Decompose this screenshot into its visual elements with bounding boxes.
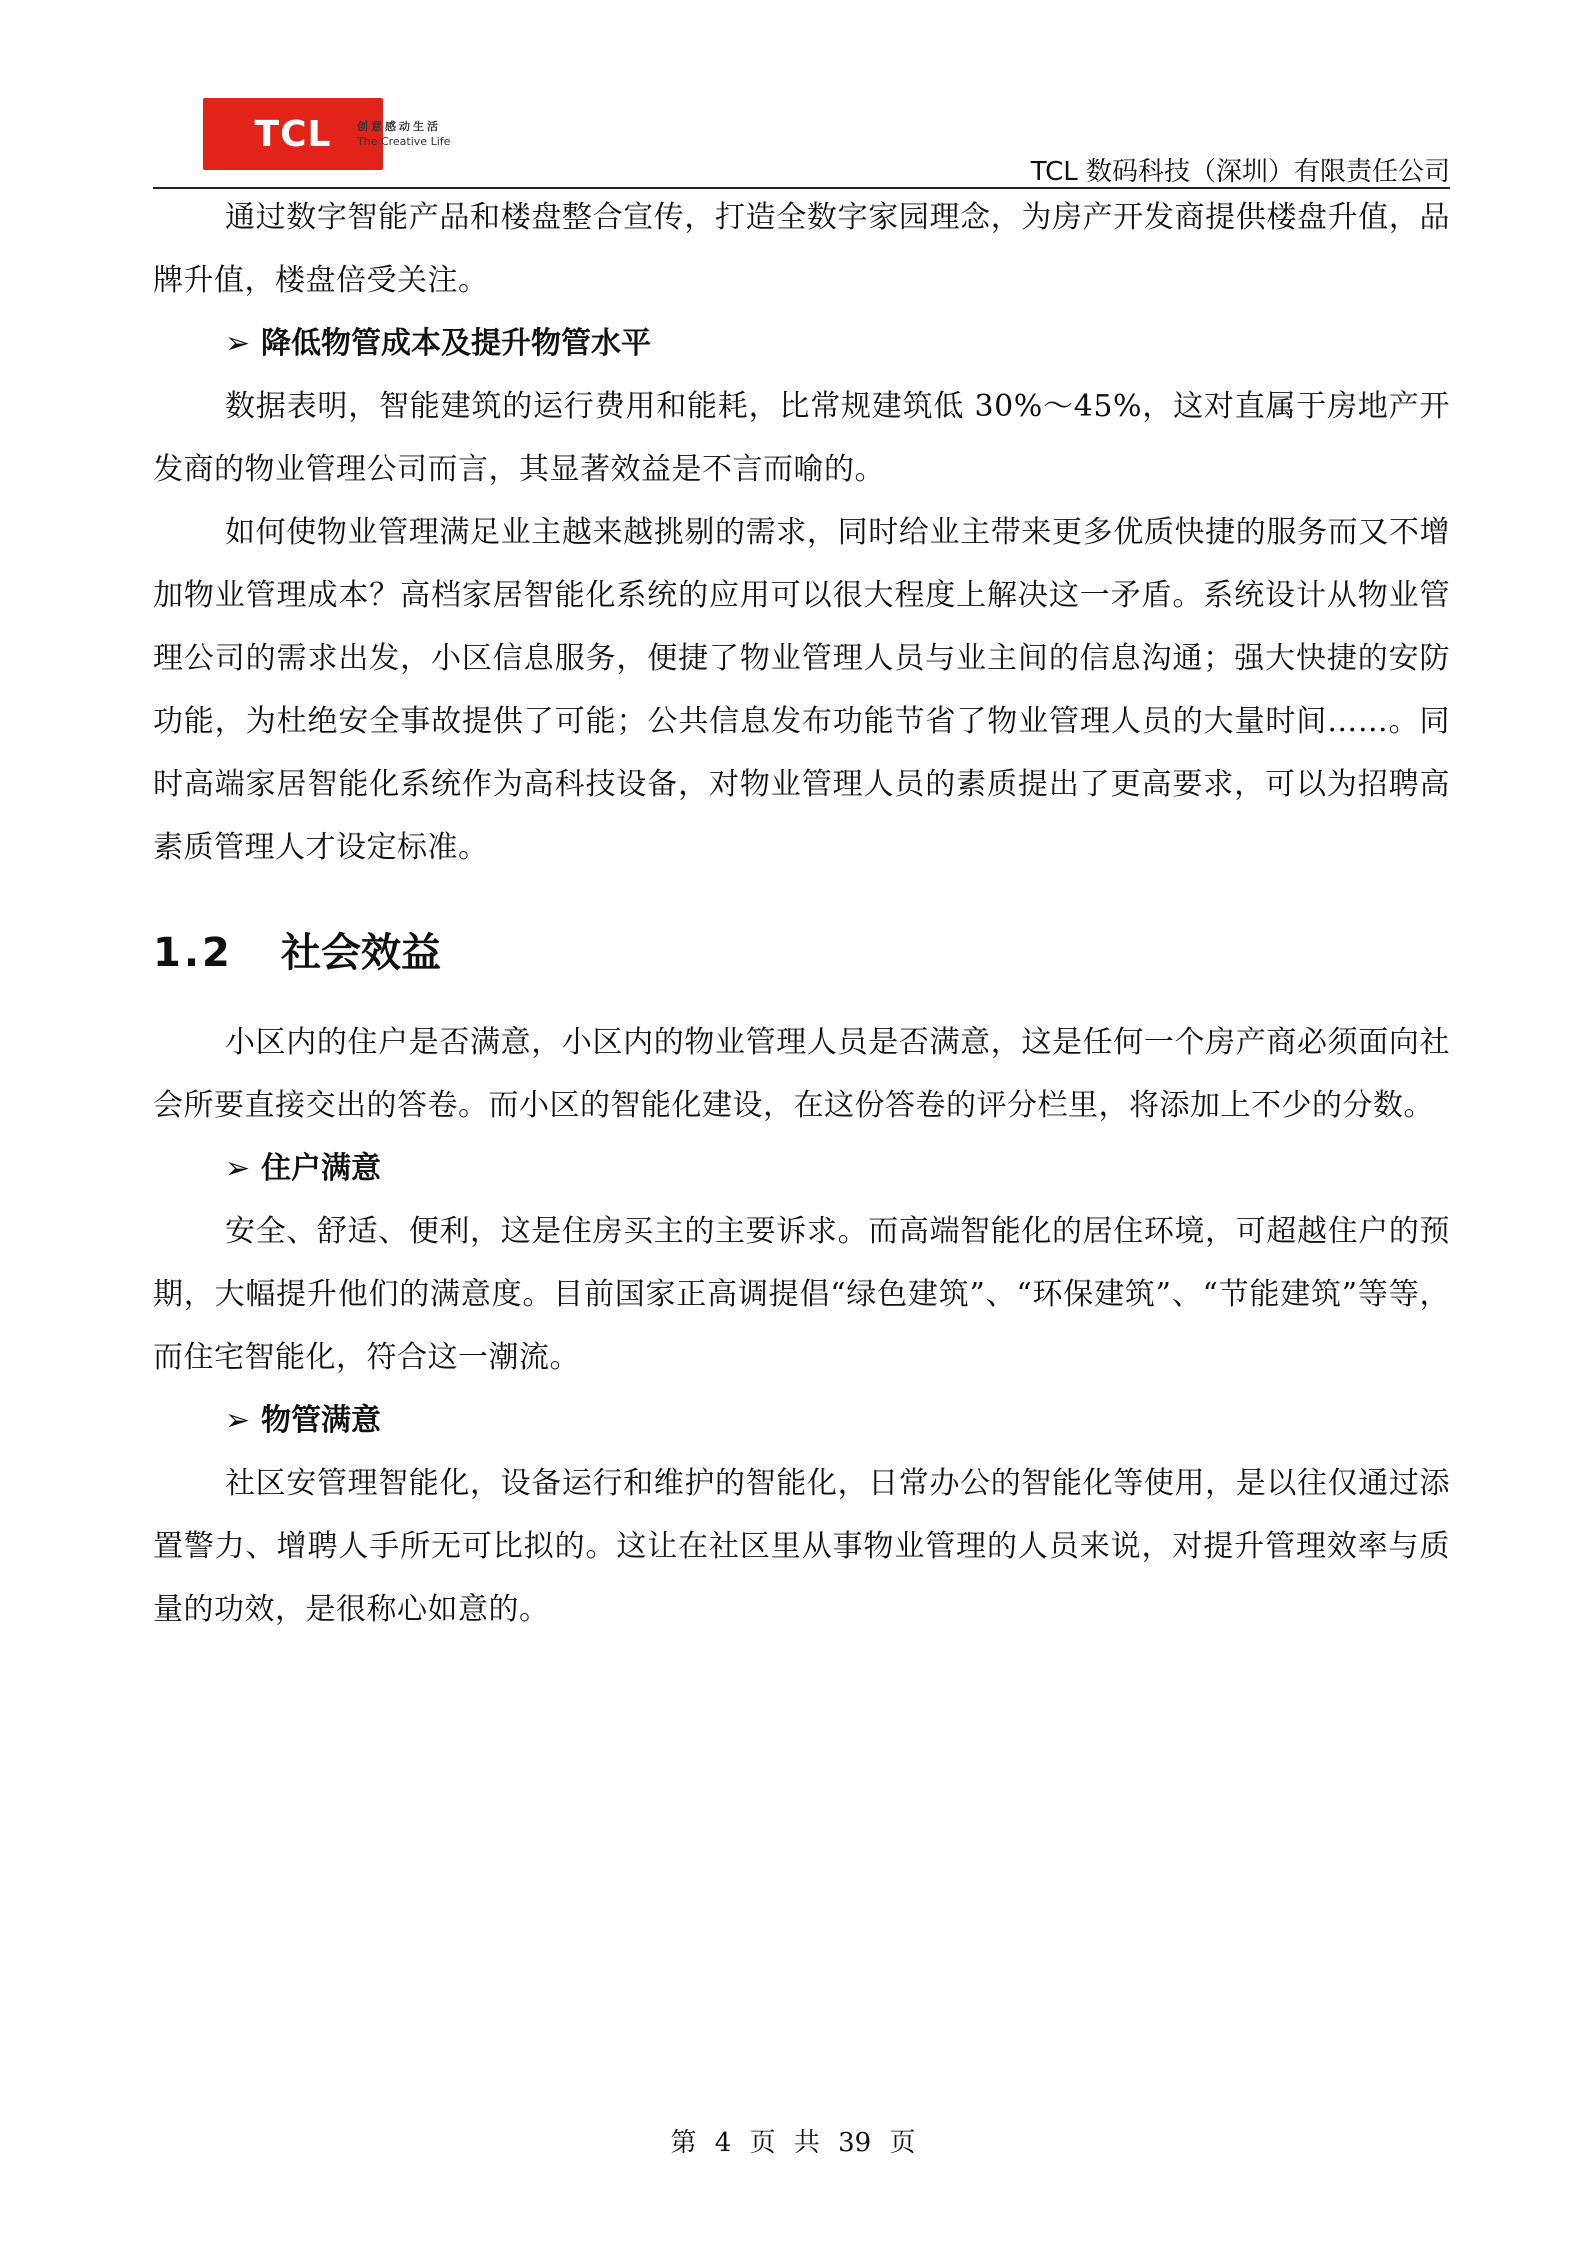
bullet-heading: [153, 1137, 1450, 1200]
page-footer: 第 4 页 共 39 页: [670, 2128, 916, 2158]
paragraph: 小区内的住户是否满意，小区内的物业管理人员是否满意，这是任何一个房产商必须面向社会所要直接交出的答卷。而小区的智能化建设，在这份答卷的评分栏里，将添加上不少的分数。: [153, 1025, 1450, 1123]
bullet-text: 住户满意: [261, 1151, 381, 1186]
slogan-cn: 创意感动生活: [357, 120, 441, 133]
arrow-bullet-icon: ➢: [225, 326, 251, 361]
slogan-en: The Creative Life: [357, 135, 451, 148]
paragraph: 数据表明，智能建筑的运行费用和能耗，比常规建筑低 30%～45%，这对直属于房地产开发商的物业管理公司而言，其显著效益是不言而喻的。: [153, 389, 1450, 487]
paragraph: 通过数字智能产品和楼盘整合宣传，打造全数字家园理念，为房产开发商提供楼盘升值，品牌升值，楼盘倍受关注。: [153, 200, 1450, 298]
bullet-heading: [153, 1389, 1450, 1452]
page-body: [153, 186, 1450, 1641]
page-header: [153, 98, 1450, 188]
paragraph: 如何使物业管理满足业主越来越挑剔的需求，同时给业主带来更多优质快捷的服务而又不增加物业管理成本？高档家居智能化系统的应用可以很大程度上解决这一矛盾。系统设计从物业管理公司的需求出发，小区信息服务，便捷了物业管理人员与业主间的信息沟通；强大快捷的安防功能，为杜绝安全事故提供了可能；公共信息发布功能节省了物业管理人员的大量时间……。同时高端家居智能化系统作为高科技设备，对物业管理人员的素质提出了更高要求，可以为招聘高素质管理人才设定标准。: [153, 515, 1450, 865]
section-number: 1.2: [153, 930, 233, 976]
paragraph: 社区安管理智能化，设备运行和维护的智能化，日常办公的智能化等使用，是以往仅通过添置警力、增聘人手所无可比拟的。这让在社区里从事物业管理的人员来说，对提升管理效率与质量的功效，是很称心如意的。: [153, 1466, 1450, 1627]
section-heading: [153, 923, 1450, 983]
bullet-text: 物管满意: [261, 1403, 381, 1438]
arrow-bullet-icon: ➢: [225, 1151, 251, 1186]
logo-text: TCL: [254, 113, 332, 155]
tcl-logo: [203, 98, 383, 170]
section-title: 社会效益: [281, 930, 441, 976]
company-name: TCL 数码科技（深圳）有限责任公司: [1030, 157, 1450, 187]
arrow-bullet-icon: ➢: [225, 1403, 251, 1438]
logo-slogan: [357, 120, 450, 150]
bullet-heading: [153, 312, 1450, 375]
paragraph: 安全、舒适、便利，这是住房买主的主要诉求。而高端智能化的居住环境，可超越住户的预期，大幅提升他们的满意度。目前国家正高调提倡“绿色建筑”、“环保建筑”、“节能建筑”等等，而住宅智能化，符合这一潮流。: [153, 1214, 1450, 1375]
bullet-text: 降低物管成本及提升物管水平: [261, 326, 651, 361]
